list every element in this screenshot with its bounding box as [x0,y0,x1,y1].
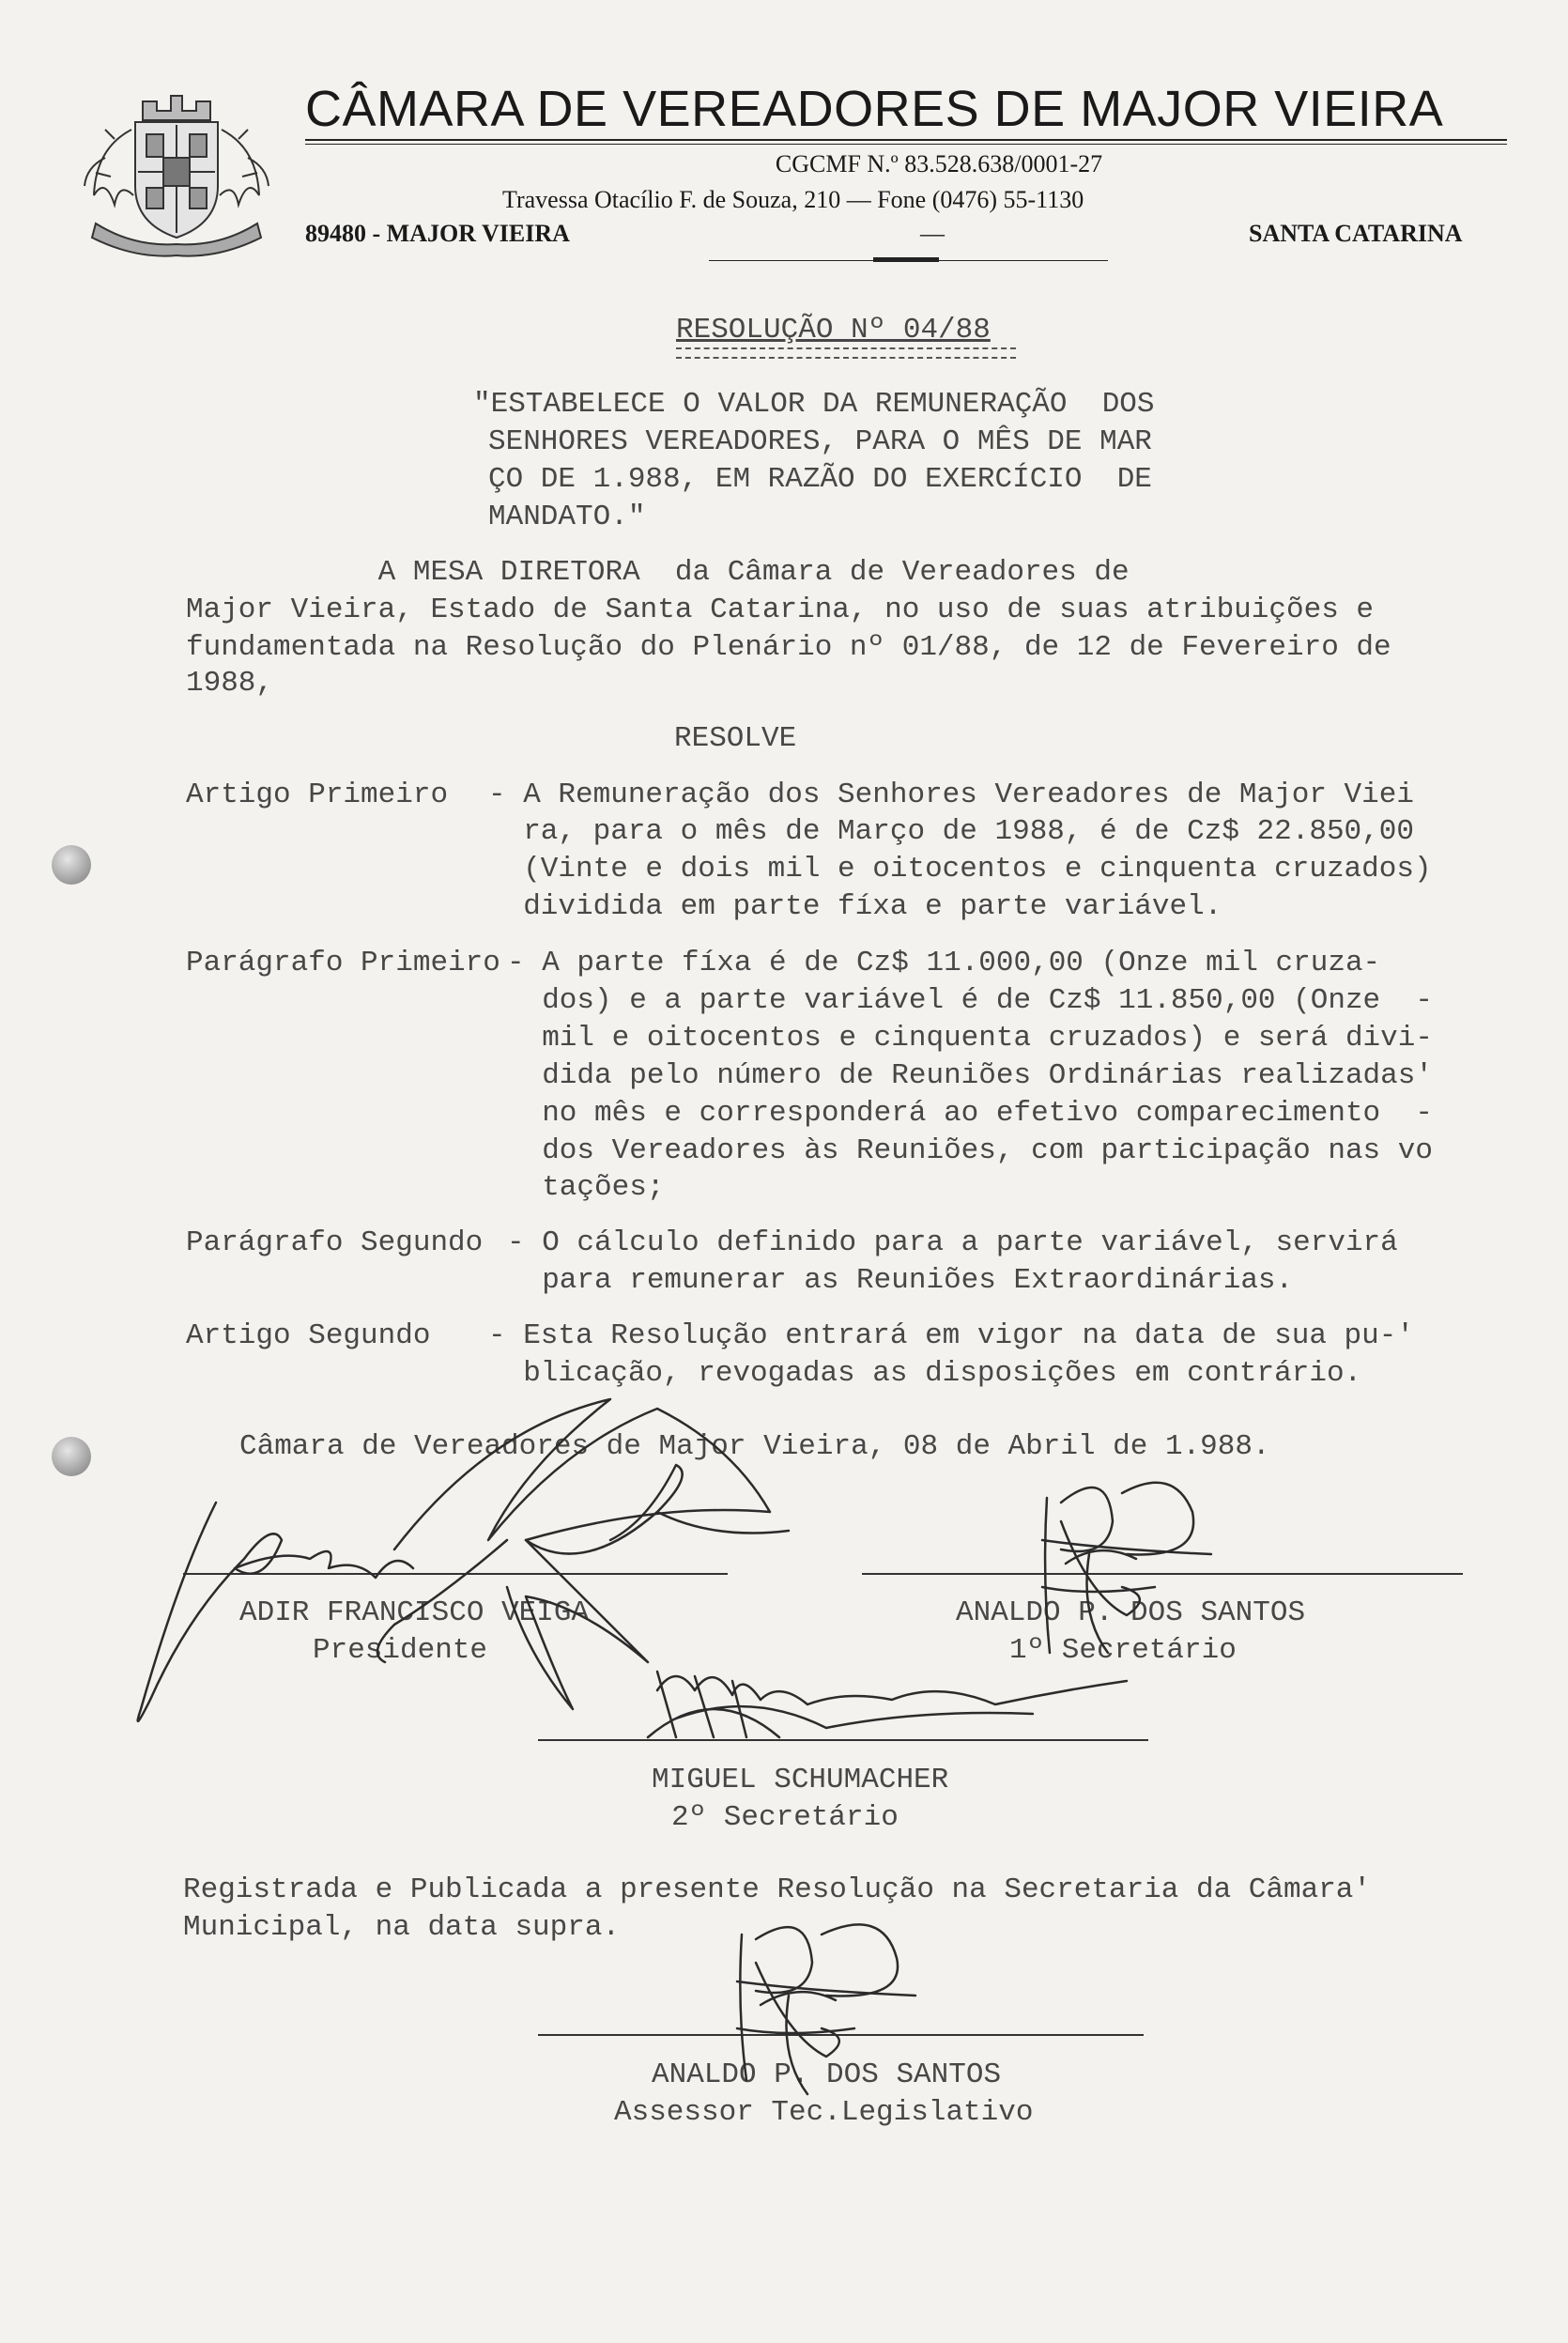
article-line: blicação, revogadas as disposições em contrário. [488,1357,1362,1390]
punch-hole [52,845,91,885]
article-label: Parágrafo Segundo [186,1226,484,1259]
signatory-name: ANALDO P. DOS SANTOS [956,1596,1306,1629]
signatory-name: MIGUEL SCHUMACHER [652,1764,949,1796]
article-line: - A parte fíxa é de Cz$ 11.000,00 (Onze mil cruza- [507,947,1381,979]
address-line: Travessa Otacílio F. de Souza, 210 — Fone (0476) 55-1130 [502,186,1084,213]
signatory-role: 2º Secretário [671,1801,899,1834]
resolution-title: RESOLUÇÃO Nº 04/88 [676,314,991,347]
ementa-line: SENHORES VEREADORES, PARA O MÊS DE MAR [488,425,1152,458]
article-line: dida pelo número de Reuniões Ordinárias realizadas' [507,1059,1433,1092]
article-line: para remunerar as Reuniões Extraordinárias. [507,1264,1294,1297]
article-label: Parágrafo Primeiro [186,947,500,979]
signatory-role: 1º Secretário [1009,1634,1237,1667]
cgc-number: CGCMF N.º 83.528.638/0001-27 [775,150,1103,177]
article-label: Artigo Primeiro [186,778,449,811]
article-line: - O cálculo definido para a parte variável, servirá [507,1226,1398,1259]
signature-analdo [1042,1483,1211,1653]
article-line: dividida em parte fíxa e parte variável. [488,890,1222,923]
article-line: tações; [507,1171,665,1204]
article-line: no mês e corresponderá ao efetivo comparecimento - [507,1097,1433,1130]
article-line: - Esta Resolução entrará em vigor na data de sua pu-' [488,1319,1414,1352]
state-line: SANTA CATARINA [1249,220,1463,247]
preamble-line: 1988, [186,667,274,700]
preamble-line: fundamentada na Resolução do Plenário nº 01/88, de 12 de Fevereiro de [186,631,1391,664]
assessor-name: ANALDO P. DOS SANTOS [652,2058,1002,2091]
article-line: - A Remuneração dos Senhores Vereadores de Major Viei [488,778,1414,811]
signature-miguel [648,1676,1127,1737]
signature-adir [138,1503,413,1721]
closing-date: Câmara de Vereadores de Major Vieira, 08 de Abril de 1.988. [239,1430,1270,1463]
letterhead-title: CÂMARA DE VEREADORES DE MAJOR VIEIRA [305,81,1444,137]
article-line: mil e oitocentos e cinquenta cruzados) e será divi- [507,1022,1433,1055]
ementa-line: "ESTABELECE O VALOR DA REMUNERAÇÃO DOS [473,388,1155,421]
resolve-heading: RESOLVE [674,722,797,755]
preamble-line: Major Vieira, Estado de Santa Catarina, no uso de suas atribuições e [186,593,1375,626]
signature-analdo-assessor [737,1924,915,2094]
article-line: (Vinte e dois mil e oitocentos e cinquenta cruzados) [488,853,1432,886]
article-label: Artigo Segundo [186,1319,431,1352]
assessor-role: Assessor Tec.Legislativo [614,2096,1034,2129]
preamble-line: A MESA DIRETORA da Câmara de Vereadores de [186,556,1130,589]
signatory-name: ADIR FRANCISCO VEIGA [239,1596,590,1629]
registration-line: Municipal, na data supra. [183,1911,621,1944]
registration-line: Registrada e Publicada a presente Resolução na Secretaria da Câmara' [183,1873,1372,1906]
ementa-line: ÇO DE 1.988, EM RAZÃO DO EXERCÍCIO DE [488,463,1152,496]
signatory-role: Presidente [313,1634,488,1667]
ementa-line: MANDATO." [488,501,646,533]
letterhead-dash: — [920,220,945,247]
article-line: dos Vereadores às Reuniões, com participação nas vo [507,1134,1433,1167]
article-line: dos) e a parte variável é de Cz$ 11.850,00 (Onze - [507,984,1433,1017]
article-line: ra, para o mês de Março de 1988, é de Cz$ 22.850,00 [488,815,1414,848]
punch-hole [52,1437,91,1476]
city-line: 89480 - MAJOR VIEIRA [305,220,570,247]
